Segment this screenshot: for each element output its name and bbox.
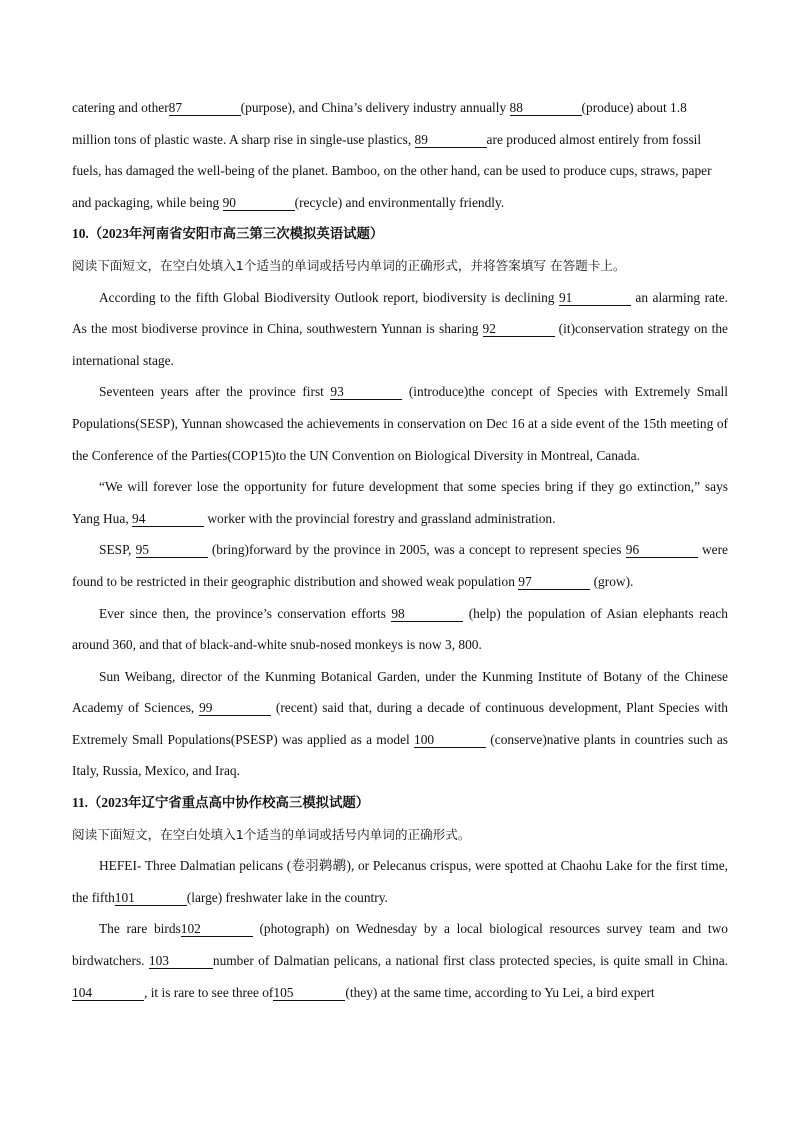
blank-93[interactable]: 93 (330, 384, 402, 400)
paragraph: “We will forever lose the opportunity for future development that some species bring if they go extinction,” says Yang Hua, 94 worker with the provincial forestry and grassland administration. (72, 479, 728, 526)
paragraph: The rare birds102 (photograph) on Wednesday by a local biological resources survey team and two birdwatchers. 103 number of Dalmatian pelicans, a national first class protected species, is quite small in China.104 , it is rare to see three of105 (they) at the same time, according to Yu Lei, a bird expert (72, 921, 728, 1000)
blank-102[interactable]: 102 (181, 921, 253, 937)
paragraph-continuation: catering and other87 (purpose), and China’s delivery industry annually 88 (produce) about 1.8 million tons of plastic waste. A sharp rise in single-use plastics, 89 are produced almost entirely from fossil fuels, has damaged the well-being of the planet. Bamboo, on the other hand, can be used to produce cups, straws, paper and packaging, while being 90 (recycle) and environmentally friendly. (72, 100, 712, 210)
blank-98[interactable]: 98 (391, 606, 463, 622)
section-11-instruction: 阅读下面短文，在空白处填入1个适当的单词或括号内单词的正确形式。 (72, 826, 471, 842)
paragraph: Ever since then, the province’s conservation efforts 98 (help) the population of Asian elephants reach around 360, and that of black-and-white snub-nosed monkeys is now 3, 800. (72, 605, 728, 653)
blank-88[interactable]: 88 (510, 100, 582, 116)
blank-95[interactable]: 95 (136, 542, 208, 558)
paragraph: Sun Weibang, director of the Kunming Botanical Garden, under the Kunming Institute of Botany of the Chinese Academy of Sciences, 99 (recent) said that, during a decade of continuous development, Plant Species with Extremely Small Populations(PSESP) was applied as a model 100 (conserve)native plants in countries such as Italy, Russia, Mexico, and Iraq. (72, 668, 729, 779)
blank-104[interactable]: 104 (72, 985, 144, 1001)
blank-100[interactable]: 100 (414, 732, 486, 748)
blank-101[interactable]: 101 (115, 890, 187, 906)
section-10-heading: 10.（2023年河南省安阳市高三第三次模拟英语试题） (72, 226, 384, 242)
blank-89[interactable]: 89 (415, 132, 487, 148)
blank-97[interactable]: 97 (518, 574, 590, 590)
blank-92[interactable]: 92 (483, 321, 555, 337)
blank-94[interactable]: 94 (132, 511, 204, 527)
blank-103[interactable]: 103 (149, 953, 213, 969)
paragraph: According to the fifth Global Biodiversity Outlook report, biodiversity is declining 91 an alarming rate. As the most biodiverse province in China, southwestern Yunnan is sharing 92 (it)conservation strategy on the international stage. (72, 289, 728, 368)
blank-90[interactable]: 90 (223, 195, 295, 211)
document-page (72, 92, 728, 1008)
blank-96[interactable]: 96 (626, 542, 698, 558)
section-11-heading: 11.（2023年辽宁省重点高中协作校高三模拟试题） (72, 795, 370, 811)
paragraph: Seventeen years after the province first 93 (introduce)the concept of Species with Extremely Small Populations(SESP), Yunnan showcased the achievements in conservation on Dec 16 at a side event of the 15th meeting of the Conference of the Parties(COP15)to the UN Convention on Biological Diversity in Montreal, Canada. (72, 384, 728, 463)
paragraph: SESP, 95 (bring)forward by the province in 2005, was a concept to represent species 96 were found to be restricted in their geographic distribution and showed weak population 97 (grow). (72, 542, 728, 589)
blank-105[interactable]: 105 (273, 985, 345, 1001)
paragraph: HEFEI- Three Dalmatian pelicans (卷羽鹈鹕), or Pelecanus crispus, were spotted at Chaohu Lake for the first time, the fifth101 (large) freshwater lake in the country. (72, 858, 728, 905)
section-10-instruction: 阅读下面短文，在空白处填入1个适当的单词或括号内单词的正确形式，并将答案填写 在答题卡上。 (72, 257, 626, 273)
blank-99[interactable]: 99 (199, 700, 271, 716)
blank-91[interactable]: 91 (559, 290, 631, 306)
blank-87[interactable]: 87 (169, 100, 241, 116)
